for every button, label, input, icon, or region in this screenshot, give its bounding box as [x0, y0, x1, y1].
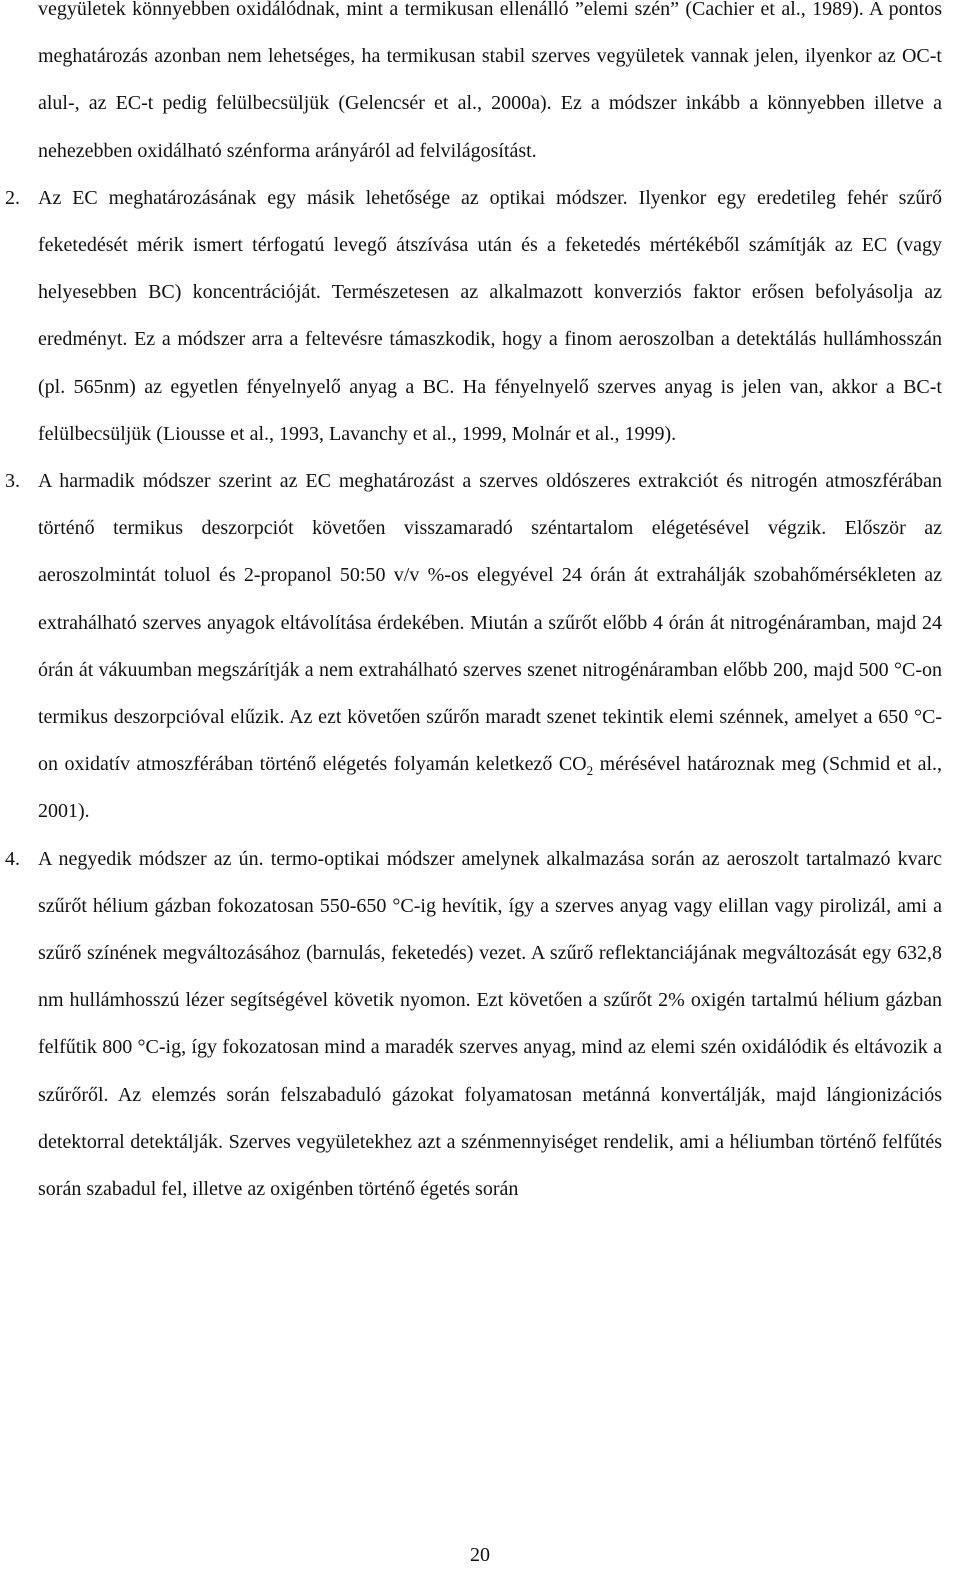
list-item-2-text: Az EC meghatározásának egy másik lehetősége az optikai módszer. Ilyenkor egy eredetileg fehér szűrő feketedését mérik ismert térfogatú levegő átszívása után és a feketedés mértékéből számítják az EC (vagy helyesebben BC) koncentrációját. Természetesen az alkalmazott konverziós faktor erősen befolyásolja az eredményt. Ez a módszer arra a feltevésre támaszkodik, hogy a finom aeroszolban a detektálás hullámhosszán (pl. 565nm) az egyetlen fényelnyelő anyag a BC. Ha fényelnyelő szerves anyag is jelen van, akkor a BC-t felülbecsüljük (Liousse et al., 1993, Lavanchy et al., 1999, Molnár et al., 1999).	[38, 186, 942, 445]
page-number: 20	[470, 1544, 490, 1566]
list-item-3-text-part2: mérésével határoznak meg (Schmid et al., 2001).	[38, 753, 942, 823]
list-item-3	[5, 458, 942, 836]
list-item-4	[5, 836, 942, 1214]
list-item-4-text: A negyedik módszer az ún. termo-optikai módszer amelynek alkalmazása során az aeroszolt tartalmazó kvarc szűrőt hélium gázban fokozatosan 550-650 °C-ig hevítik, így a szerves anyag vagy elillan vagy pirolizál, ami a szűrő színének megváltozásához (barnulás, feketedés) vezet. A szűrő reflektanciájának megváltozását egy 632,8 nm hullámhosszú lézer segítségével követik nyomon. Ezt követően a szűrőt 2% oxigén tartalmú hélium gázban felfűtik 800 °C-ig, így fokozatosan mind a maradék szerves anyag, mind az elemi szén oxidálódik és eltávozik a szűrőről. Az elemzés során felszabaduló gázokat folyamatosan metánná konvertálják, majd lángionizációs detektorral detektálják. Szerves vegyületekhez azt a szénmennyiséget rendelik, ami a héliumban történő felfűtés során szabadul fel, illetve az oxigénben történő égetés során	[38, 847, 942, 1201]
list-number-2: 2.	[5, 186, 20, 209]
document-body	[5, 0, 942, 1213]
list-item-3-text	[38, 458, 942, 836]
co2-subscript: 2	[586, 763, 594, 779]
list-number-4: 4.	[5, 847, 20, 870]
list-item-3-text-part1: A harmadik módszer szerint az EC meghatározást a szerves oldószeres extrakciót és nitrogén atmoszférában történő termikus deszorpciót követően visszamaradó széntartalom elégetésével végzik. Először az aeroszolmintát toluol és 2-propanol 50:50 v/v %-os elegyével 24 órán át extrahálják szobahőmérsékleten az extrahálható szerves anyagok eltávolítása érdekében. Miután a szűrőt előbb 4 órán át nitrogénáramban, majd 24 órán át vákuumban megszárítják a nem extrahálható szerves szenet nitrogénáramban előbb 200, majd 500 °C-on termikus deszorpcióval elűzik. Az ezt követően szűrőn maradt szenet tekintik elemi szénnek, amelyet a 650 °C-on oxidatív atmoszférában történő elégetés folyamán keletkező CO	[38, 470, 942, 776]
list-number-3: 3.	[5, 470, 20, 493]
intro-paragraph: vegyületek könnyebben oxidálódnak, mint a termikusan ellenálló ”elemi szén” (Cachier et al., 1989). A pontos meghatározás azonban nem lehetséges, ha termikusan stabil szerves vegyületek vannak jelen, ilyenkor az OC-t alul-, az EC-t pedig felülbecsüljük (Gelencsér et al., 2000a). Ez a módszer inkább a könnyebben illetve a nehezebben oxidálható szénforma arányáról ad felvilágosítást.	[38, 0, 942, 162]
list-item-2	[5, 175, 942, 458]
